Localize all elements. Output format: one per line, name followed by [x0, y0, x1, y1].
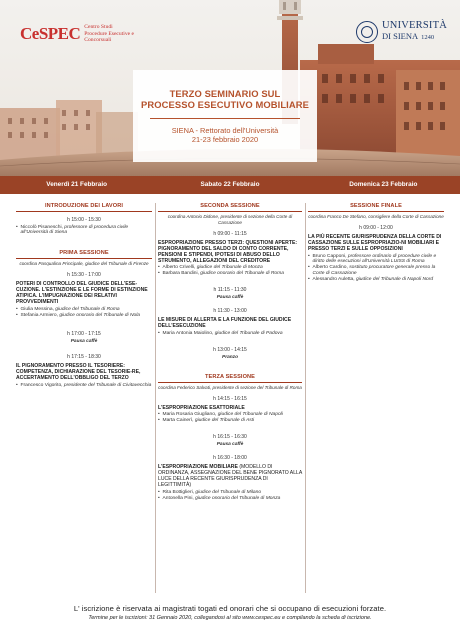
speaker: • Bruno Capponi, professore ordinario di procedure civile e diritto delle esecuzioni all'Università LUISS di Roma	[308, 254, 444, 266]
session-coordinator: coordina Pasqualina Principale, giudice del Tribunale di Firenze	[19, 261, 149, 267]
speaker-list	[158, 331, 302, 337]
speaker: • Barbara Bandini, giudice onorario del Tribunale di Roma	[158, 271, 302, 277]
cespec-logo	[20, 24, 134, 44]
speaker-list	[16, 225, 152, 237]
sunday-column	[308, 203, 444, 283]
speaker-list	[158, 265, 302, 277]
session-heading: INTRODUZIONE DEI LAVORI	[16, 203, 152, 212]
session-heading: SECONDA SESSIONE	[158, 203, 302, 212]
cespec-caption: Centro Studi Procedure Esecutive e Concorsuali	[84, 24, 134, 44]
talk-topic: L'ESPROPRIAZIONE ESATTORIALE	[158, 404, 245, 411]
event-title-line1: TERZO SEMINARIO SUL	[169, 88, 281, 99]
session-coordinator: coordina Franco De Stefano, consigliere della Corte di Cassazione	[308, 214, 444, 219]
time-slot: h 09:00 - 11:15	[213, 230, 247, 237]
event-title-line2: PROCESSO ESECUTIVO MOBILIARE	[141, 99, 309, 110]
time-slot: h 17:15 - 18:30	[67, 353, 101, 360]
event-title-card	[133, 70, 317, 162]
saturday-column	[158, 203, 302, 502]
speaker: • Alessandro Auletta, giudice del Tribunale di Napoli Nord	[308, 277, 444, 283]
time-slot: h 11:30 - 13:00	[213, 308, 247, 315]
time-slot: h 09:00 - 12:00	[359, 224, 393, 231]
talk-topic: LE MISURE DI ALLERTA E LA FUNZIONE DEL GIUDICE DELL'ESECUZIONE	[158, 317, 292, 330]
time-slot: h 11:15 - 11:30	[213, 287, 247, 294]
talk-topic: LA PIÙ RECENTE GIURISPRUDENZA DELLA CORTE DI CASSAZIONE SULLE ESPROPRIAZIO-NI MOBILIARI E PRESSO TERZI E SULLE OPPOSIZIONI	[308, 233, 442, 252]
session-heading: TERZA SESSIONE	[158, 374, 302, 383]
day-saturday: Sabato 22 Febbraio	[200, 181, 260, 188]
time-slot: h 13:00 - 14:15	[213, 346, 247, 353]
speaker: • Maria Antonia Maiolino, giudice del Tribunale di Padova	[158, 331, 302, 337]
talk-topic: IL PIGNORAMENTO PRESSO IL TESORIERE: COMPETENZA, DICHIARAZIONE DEL TESORIE-RE, ACCERTAMENTO DELL'OBBLIGO DEL TERZO	[16, 362, 141, 381]
speaker: • Alberto Crivelli, giudice del Tribunale di Monza	[158, 265, 302, 271]
day-friday: Venerdì 21 Febbraio	[46, 181, 108, 188]
eligibility-note: L' iscrizione è riservata ai magistrati togati ed onorari che si occupano di esecuzioni forzate.	[73, 604, 387, 613]
break-label: Pausa caffè	[216, 442, 244, 448]
university-seal-icon	[356, 21, 378, 43]
event-venue: SIENA - Rettorato dell'Università	[171, 125, 279, 135]
registration-deadline: Termine per le iscrizioni: 31 Gennaio 2020, collegandosi al sito www.cespec.eu e compilando la scheda di iscrizione.	[88, 615, 372, 621]
talk-topic: POTERI DI CONTROLLO DEL GIUDICE DELL'ESE-CUZIONE. L'ESTINZIONE E LE FORME DI ESTINZIONE ATIPICA. L'IMPUGNAZIONE DEI RELATIVI PROVVEDIMENTI	[16, 281, 148, 306]
speaker: • Giulia Messina, giudice del Tribunale di Roma	[16, 307, 152, 313]
time-slot: h 15:30 - 17:00	[67, 272, 101, 279]
speaker-list	[158, 490, 302, 502]
time-slot: h 16:30 - 18:00	[213, 455, 247, 462]
time-slot: h 14:15 - 16:15	[213, 395, 247, 402]
session-coordinator: coordina Antonio Didone, presidente di sezione della Corte di Cassazione	[167, 214, 293, 225]
universita-siena-logo: UNIVERSITÀ DI SIENA 1240	[356, 18, 448, 46]
break-label: Pausa caffè	[70, 338, 98, 344]
friday-column	[16, 203, 152, 388]
column-divider	[155, 203, 156, 593]
cespec-wordmark: CeSPEC	[20, 24, 81, 43]
speaker: • Marta Cainerì, giudice del Tribunale di Asti	[158, 418, 302, 424]
talk-topic: L'ESPROPRIAZIONE MOBILIARE (MODELLO DI ORDINANZA, ASSEGNAZIONE DEL BENE PIGNORATO ALLA LUCE DELLA RECENTE GIURISPRUDENZA DI LEGITTIMITÀ)	[158, 464, 302, 489]
speaker: • Maria Rosaria Giugliano, giudice del Tribunale di Napoli	[158, 412, 302, 418]
speaker-list	[16, 383, 152, 389]
column-divider	[305, 203, 306, 593]
speaker: • Antonella Pini, giudice onorario del Tribunale di Monza	[158, 496, 302, 502]
speaker-list	[308, 254, 444, 284]
day-bar	[0, 176, 460, 194]
session-coordinator: coordina Federico Salvati, presidente di sezione del Tribunale di Roma	[158, 384, 302, 390]
speaker: • Stefania Armiero, giudice onorario del Tribunale di Nola	[16, 313, 152, 319]
speaker-list	[158, 412, 302, 424]
session-heading: SESSIONE FINALE	[308, 203, 444, 212]
title-divider	[150, 118, 300, 119]
time-slot: h 16:15 - 16:30	[213, 434, 247, 441]
talk-topic: ESPROPRIAZIONE PRESSO TERZI: QUESTIONI APERTE: PIGNORAMENTO DEL SALDO DI CONTO CORRENTE, PENSIONI E STIPENDI, IPOTESI DI ABUSO DELLO STRUMENTO, ALLEGAZIONI DEL CREDITORE	[158, 239, 298, 264]
header-banner	[0, 0, 460, 176]
event-dates: 21-23 febbraio 2020	[191, 134, 259, 144]
break-label: Pranzo	[222, 354, 238, 360]
speaker: • Alberto Cardino, sostituto procuratore generale presso la Corte di Cassazione	[308, 265, 444, 277]
speaker: • Niccolò Pisaneschi, professore di procedura civile all'Università di Siena	[16, 225, 152, 237]
registration-footer	[0, 604, 460, 621]
time-slot: h 17:00 - 17:15	[67, 330, 101, 337]
speaker-list	[16, 307, 152, 319]
speaker: • Rita Bottiglieri, giudice del Tribunale di Milano	[158, 490, 302, 496]
time-slot: h 15:00 - 15:30	[67, 217, 101, 223]
break-label: Pausa caffè	[216, 295, 244, 301]
speaker: • Francesco Vigorito, presidente del Tribunale di Civitavecchia	[16, 383, 152, 389]
day-sunday: Domenica 23 Febbraio	[349, 181, 418, 188]
session-heading: PRIMA SESSIONE	[16, 250, 152, 259]
